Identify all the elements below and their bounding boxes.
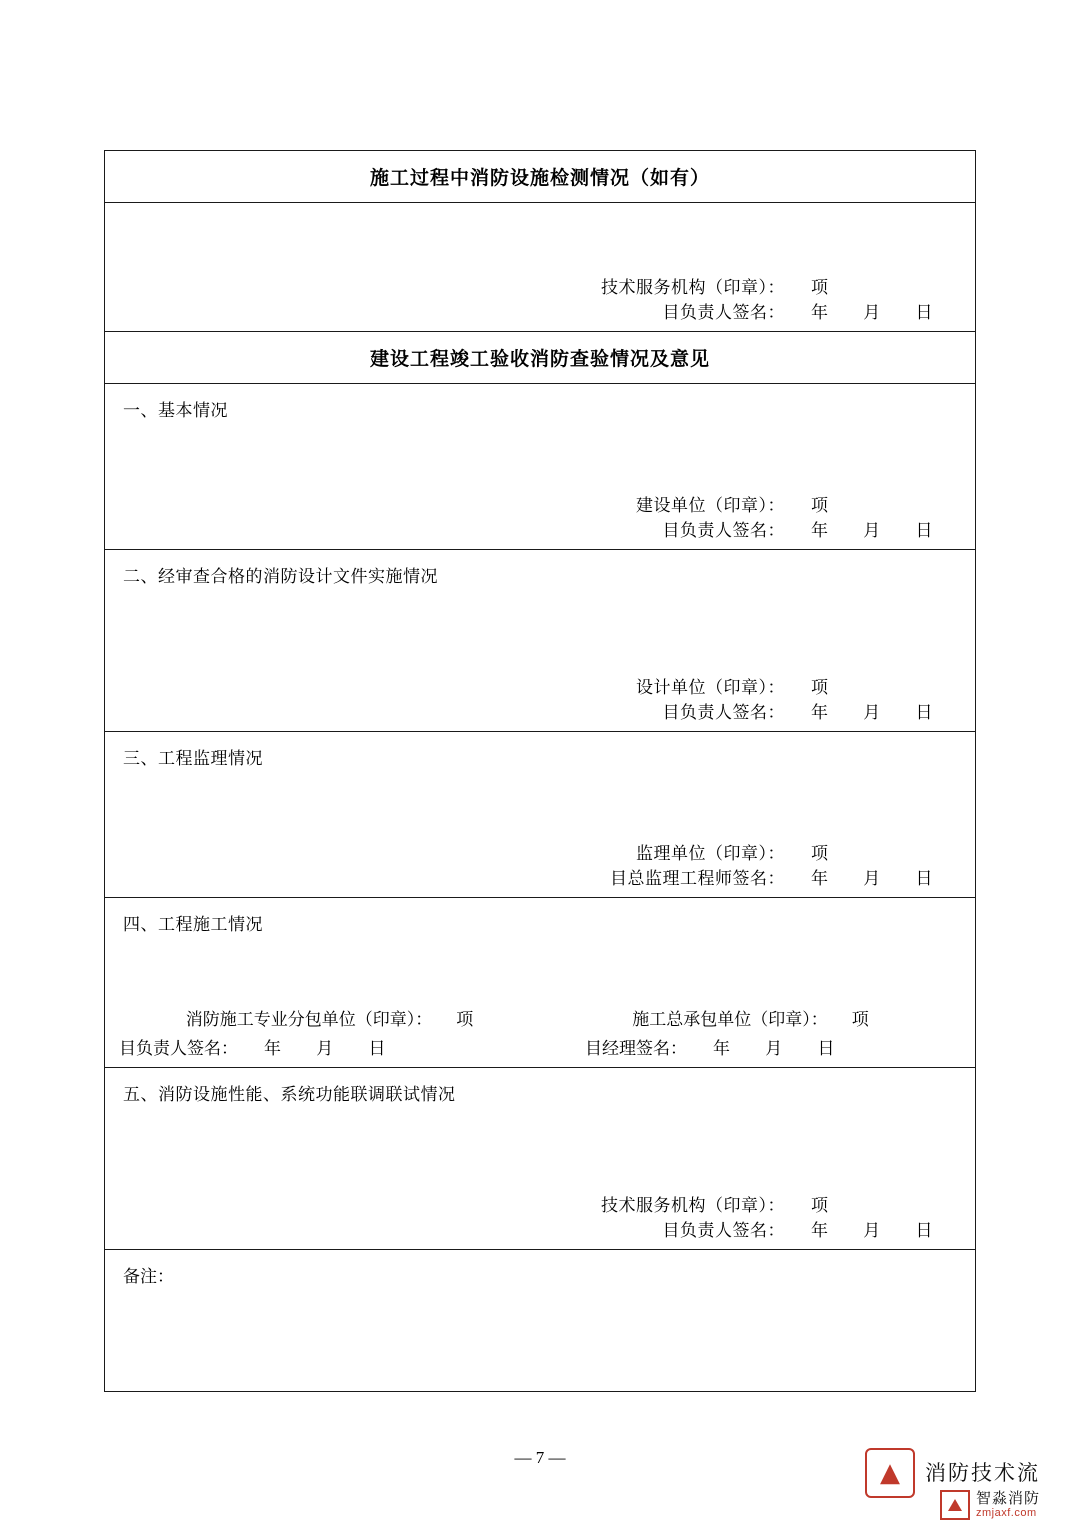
detection-org-suffix: 项 — [811, 278, 828, 297]
commissioning-org-line — [119, 1191, 961, 1216]
commissioning-person-label: 目负责人签名： — [662, 1221, 785, 1240]
basic-org-label: 建设单位（印章）： — [636, 496, 785, 515]
commissioning-org-suffix: 项 — [811, 1196, 828, 1215]
detection-month: 月 — [863, 303, 881, 322]
watermark-text — [976, 1491, 1040, 1520]
supervision-date — [811, 864, 961, 889]
design-year: 年 — [811, 703, 828, 722]
detection-org-label: 技术服务机构（印章）： — [601, 278, 785, 297]
item-content-basic[interactable] — [105, 421, 975, 491]
construction-left-person-label: 目负责人签名： — [119, 1039, 238, 1058]
item-content-supervision[interactable] — [105, 769, 975, 839]
design-month: 月 — [863, 703, 881, 722]
detection-org-suffix-wrap — [811, 273, 961, 298]
design-org-line — [119, 673, 961, 698]
design-org-label: 设计单位（印章）： — [636, 678, 785, 697]
construction-right-date — [713, 1034, 863, 1059]
detection-section-header-row — [105, 151, 975, 203]
watermark-logo-icon — [940, 1490, 970, 1520]
construction-right-org — [540, 1005, 961, 1030]
item-content-commissioning[interactable] — [105, 1105, 975, 1191]
construction-right-org-suffix: 项 — [851, 1010, 869, 1029]
construction-right-org-label: 施工总承包单位（印章）： — [632, 1010, 828, 1029]
detection-person-line — [119, 298, 961, 323]
construction-right-year: 年 — [713, 1039, 730, 1058]
basic-day: 日 — [915, 521, 933, 540]
detection-section-header: 施工过程中消防设施检测情况（如有） — [369, 168, 710, 189]
item-signature-basic — [105, 491, 975, 549]
supervision-day: 日 — [915, 869, 933, 888]
detection-day: 日 — [915, 303, 933, 322]
item-content-design[interactable] — [105, 587, 975, 673]
design-person-label: 目负责人签名： — [662, 703, 785, 722]
basic-year: 年 — [811, 521, 828, 540]
basic-date — [811, 516, 961, 541]
supervision-year: 年 — [811, 869, 828, 888]
detection-content-area[interactable] — [105, 203, 975, 273]
commissioning-org-label: 技术服务机构（印章）： — [601, 1196, 785, 1215]
item-title-commissioning: 五、消防设施性能、系统功能联调联试情况 — [123, 1085, 456, 1104]
acceptance-section-header: 建设工程竣工验收消防查验情况及意见 — [369, 349, 710, 370]
detection-section-body-row — [105, 203, 975, 332]
supervision-org-suffix-wrap — [811, 839, 961, 864]
design-date — [811, 698, 961, 723]
commissioning-month: 月 — [863, 1221, 881, 1240]
item-row-design — [105, 550, 975, 732]
item-title-supervision: 三、工程监理情况 — [123, 749, 263, 768]
supervision-org-suffix: 项 — [811, 844, 828, 863]
construction-left-month: 月 — [316, 1039, 334, 1058]
basic-org-suffix: 项 — [811, 496, 828, 515]
watermark-url: zmjaxf.com — [975, 1507, 1037, 1520]
triangle-glyph — [948, 1499, 962, 1511]
commissioning-date — [811, 1216, 961, 1241]
brand-name: 消防技术流 — [925, 1460, 1040, 1485]
commissioning-day: 日 — [915, 1221, 933, 1240]
construction-left-year: 年 — [264, 1039, 281, 1058]
detection-org-line — [119, 273, 961, 298]
flame-logo-icon — [865, 1448, 915, 1498]
construction-right-month: 月 — [765, 1039, 783, 1058]
remark-row — [105, 1250, 975, 1391]
remark-content-area[interactable] — [105, 1287, 975, 1391]
supervision-org-line — [119, 839, 961, 864]
construction-right-person-label: 目经理签名： — [585, 1039, 687, 1058]
commissioning-org-suffix-wrap — [811, 1191, 961, 1216]
supervision-person-label: 目总监理工程师签名： — [610, 869, 785, 888]
detection-signature-block — [105, 273, 975, 331]
detection-year: 年 — [811, 303, 828, 322]
design-person-line — [119, 698, 961, 723]
item-signature-supervision — [105, 839, 975, 897]
commissioning-year: 年 — [811, 1221, 828, 1240]
construction-left-org-label: 消防施工专业分包单位（印章）： — [185, 1010, 433, 1029]
basic-month: 月 — [863, 521, 881, 540]
construction-right-day: 日 — [817, 1039, 835, 1058]
design-org-suffix: 项 — [811, 678, 828, 697]
fire-acceptance-form-table — [104, 150, 976, 1392]
basic-person-label: 目负责人签名： — [662, 521, 785, 540]
construction-left-org — [119, 1005, 540, 1030]
remark-label: 备注： — [123, 1267, 174, 1286]
footer-watermark — [940, 1490, 1040, 1520]
item-row-construction — [105, 898, 975, 1068]
commissioning-person-line — [119, 1216, 961, 1241]
supervision-org-label: 监理单位（印章）： — [636, 844, 785, 863]
item-row-supervision — [105, 732, 975, 898]
basic-person-line — [119, 516, 961, 541]
item-title-construction: 四、工程施工情况 — [123, 915, 263, 934]
acceptance-section-header-row — [105, 332, 975, 384]
detection-person-label: 目负责人签名： — [662, 303, 785, 322]
watermark-name: 智淼消防 — [975, 1490, 1040, 1507]
basic-org-line — [119, 491, 961, 516]
item-signature-design — [105, 673, 975, 731]
item-row-basic — [105, 384, 975, 550]
item-title-basic: 一、基本情况 — [123, 401, 228, 420]
construction-org-line — [105, 1005, 975, 1030]
flame-glyph: ▲ — [880, 1458, 900, 1488]
design-day: 日 — [915, 703, 933, 722]
construction-left-org-suffix: 项 — [456, 1010, 474, 1029]
construction-left-person — [119, 1034, 495, 1059]
construction-right-person — [495, 1034, 961, 1059]
detection-date — [811, 298, 961, 323]
basic-org-suffix-wrap — [811, 491, 961, 516]
supervision-month: 月 — [863, 869, 881, 888]
item-row-commissioning — [105, 1068, 975, 1250]
construction-left-date — [264, 1034, 414, 1059]
brand-text — [925, 1461, 1040, 1485]
supervision-person-line — [119, 864, 961, 889]
page-number: — 7 — — [514, 1448, 566, 1467]
construction-left-day: 日 — [368, 1039, 386, 1058]
item-title-design: 二、经审查合格的消防设计文件实施情况 — [123, 567, 438, 586]
item-signature-commissioning — [105, 1191, 975, 1249]
design-org-suffix-wrap — [811, 673, 961, 698]
item-content-construction[interactable] — [105, 935, 975, 1005]
construction-person-line — [105, 1030, 975, 1067]
